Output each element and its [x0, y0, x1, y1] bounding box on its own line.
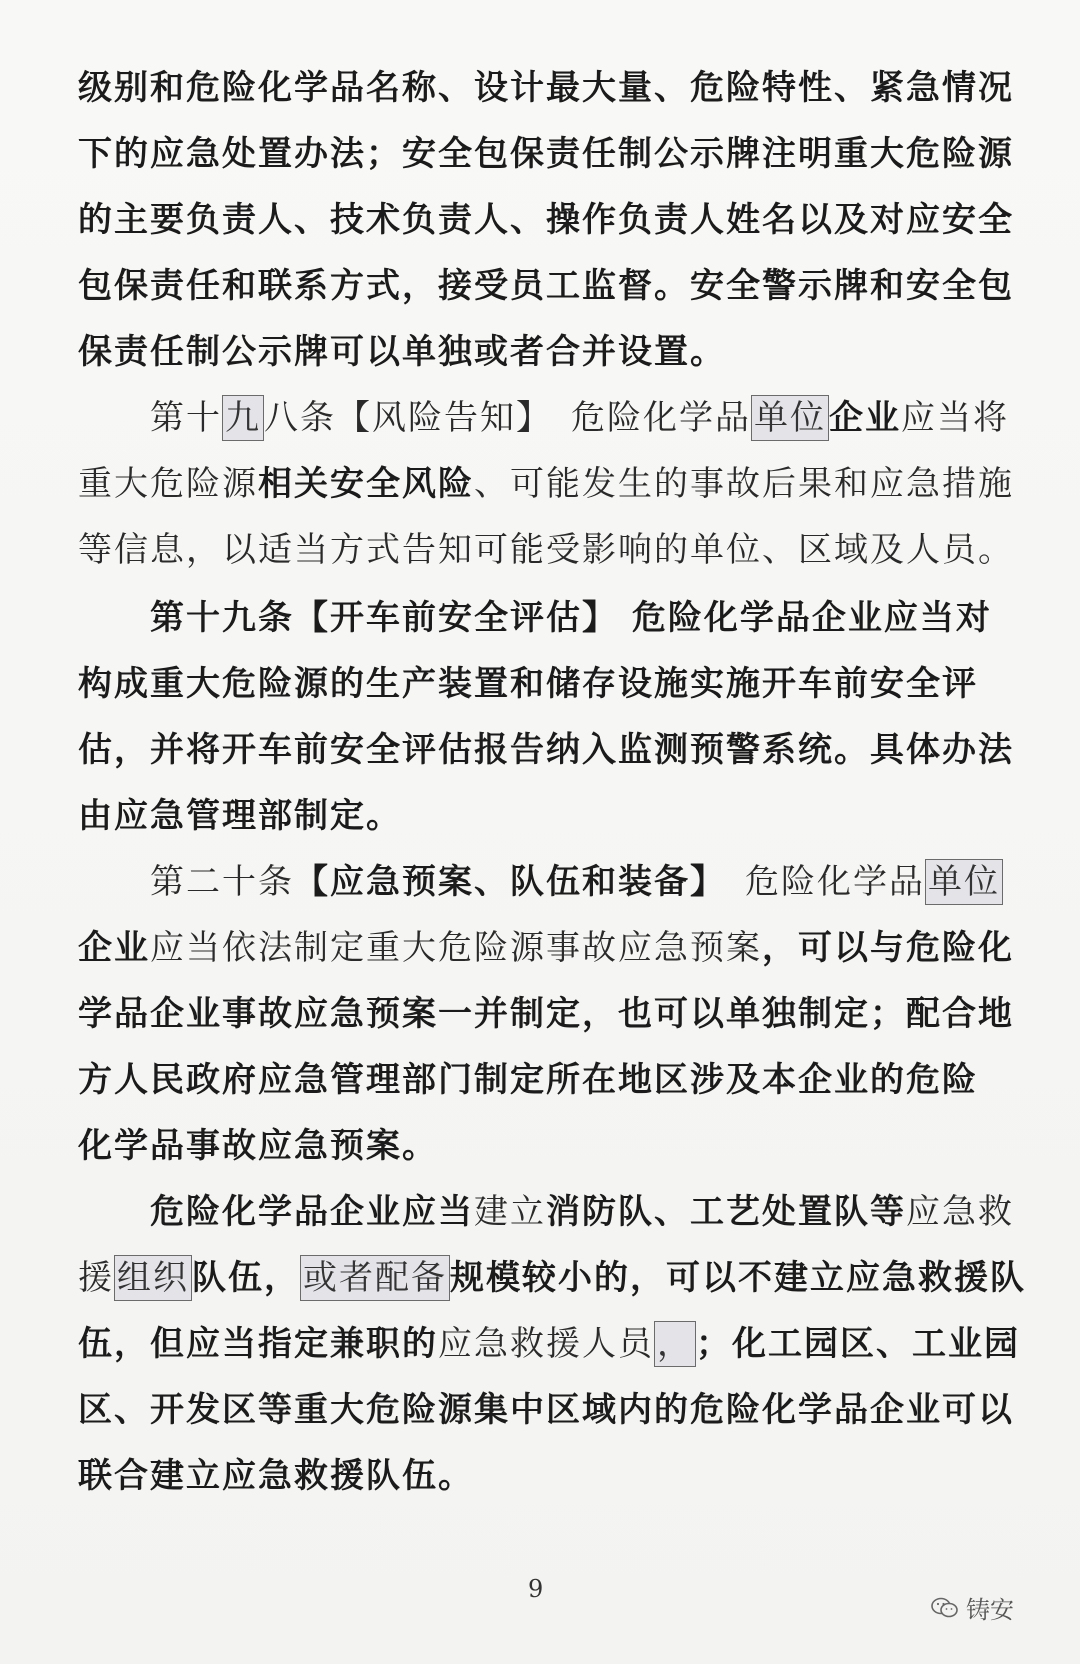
- text-run: 援: [78, 1258, 114, 1298]
- revision-mark: 或者配备: [300, 1255, 450, 1301]
- revision-mark: 单位: [925, 859, 1003, 905]
- watermark: [930, 1590, 1014, 1625]
- text-line: [78, 1248, 1026, 1308]
- text-line: 包保责任和联系方式，接受员工监督。安全警示牌和安全包: [78, 266, 1014, 306]
- text-run: 、可能发生的事故后果和应急措施: [474, 464, 1014, 504]
- rescue-paragraph-line: [150, 1182, 1014, 1242]
- text-run: 队伍，: [192, 1258, 300, 1298]
- text-line: 学品企业事故应急预案一并制定，也可以单独制定；配合地: [78, 994, 1014, 1034]
- article-20-heading-line: [150, 852, 1000, 912]
- text-line: [78, 1314, 1020, 1374]
- text-line: 化学品事故应急预案。: [78, 1126, 438, 1166]
- text-run: 八条【风险告知】 危险化学品: [264, 398, 751, 438]
- text-run: 消防队、工艺处置队等: [546, 1192, 906, 1232]
- text-line: 保责任制公示牌可以单独或者合并设置。: [78, 332, 726, 372]
- text-run: 相关安全风险: [258, 464, 474, 504]
- text-line: 由应急管理部制定。: [78, 796, 402, 836]
- text-run: 【应急预案、队伍和装备】: [294, 862, 709, 902]
- text-run: 应当依法制定重大危险源事故应急预案: [150, 928, 762, 968]
- text-run: 企业: [829, 398, 901, 438]
- text-line: 方人民政府应急管理部门制定所在地区涉及本企业的危险: [78, 1060, 978, 1100]
- text-line: 的主要负责人、技术负责人、操作负责人姓名以及对应安全: [78, 200, 1014, 240]
- text-run: ；化工园区、工业园: [696, 1324, 1020, 1364]
- text-line: 联合建立应急救援队伍。: [78, 1456, 474, 1496]
- text-run: 危险化学品企业应当: [150, 1192, 474, 1232]
- text-run: 重大危险源: [78, 464, 258, 504]
- text-line: [78, 454, 1014, 514]
- page-number: 9: [528, 1575, 544, 1603]
- text-line: [78, 918, 1014, 978]
- revision-mark: ，: [654, 1321, 696, 1367]
- text-run: 伍，但应当指定兼职的: [78, 1324, 438, 1364]
- text-run: 第十: [150, 398, 222, 438]
- text-run: 规模较小的，可以不建立应急救援队: [450, 1258, 1026, 1298]
- text-line: 构成重大危险源的生产装置和储存设施实施开车前安全评: [78, 664, 978, 704]
- watermark-text: 铸安: [966, 1596, 1014, 1624]
- text-run: 危险化学品: [709, 862, 925, 902]
- text-line: 等信息，以适当方式告知可能受影响的单位、区域及人员。: [78, 530, 1014, 570]
- text-run: 应当将: [901, 398, 1009, 438]
- text-run: 第二十条: [150, 862, 294, 902]
- wechat-icon: [930, 1596, 960, 1620]
- text-line: 下的应急处置办法；安全包保责任制公示牌注明重大危险源: [78, 134, 1014, 174]
- revision-mark: 九: [222, 395, 264, 441]
- text-line: 估，并将开车前安全评估报告纳入监测预警系统。具体办法: [78, 730, 1014, 770]
- text-line: 区、开发区等重大危险源集中区域内的危险化学品企业可以: [78, 1390, 1014, 1430]
- article-18-heading-line: [150, 388, 1009, 448]
- text-line: 级别和危险化学品名称、设计最大量、危险特性、紧急情况: [78, 68, 1014, 108]
- text-run: 应急救: [906, 1192, 1014, 1232]
- revision-mark: 组织: [114, 1255, 192, 1301]
- article-19-heading-line: 第十九条【开车前安全评估】 危险化学品企业应当对: [150, 598, 992, 638]
- text-run: 应急救援人员: [438, 1324, 654, 1364]
- text-run: 建立: [474, 1192, 546, 1232]
- revision-mark: 单位: [751, 395, 829, 441]
- text-run: 企业: [78, 928, 150, 968]
- text-run: ，可以与危险化: [762, 928, 1014, 968]
